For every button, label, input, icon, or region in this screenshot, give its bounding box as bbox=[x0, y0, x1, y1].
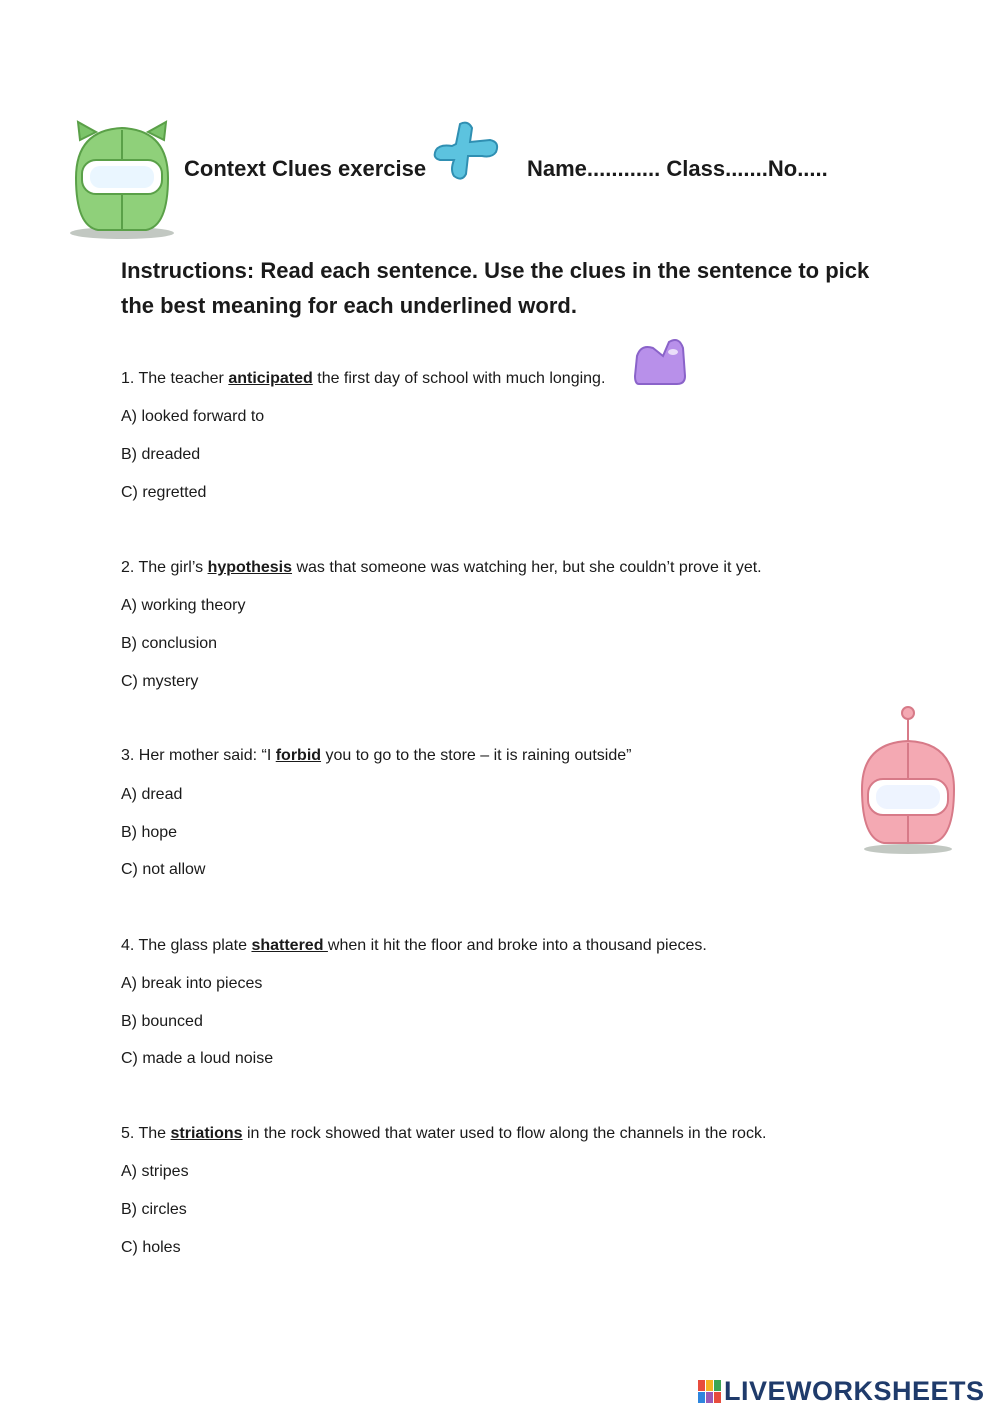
option[interactable]: A) looked forward to bbox=[121, 408, 265, 425]
option[interactable]: A) working theory bbox=[121, 597, 246, 614]
underlined-word: hypothesis bbox=[207, 559, 293, 576]
option[interactable]: B) bounced bbox=[121, 1013, 203, 1030]
option[interactable]: C) made a loud noise bbox=[121, 1050, 274, 1067]
question-5: 5. The striations in the rock showed that water used to flow along the channels in the rock. bbox=[121, 1125, 767, 1142]
instructions: Instructions: Read each sentence. Use the clues in the sentence to pick the best meaning for each underlined word. bbox=[121, 258, 870, 318]
question-2: 2. The girl’s hypothesis was that someone was watching her, but she couldn’t prove it yet. bbox=[121, 559, 762, 576]
option[interactable]: B) hope bbox=[121, 824, 178, 841]
option[interactable]: A) break into pieces bbox=[121, 975, 263, 992]
underlined-word: shattered bbox=[251, 937, 328, 954]
name-class-field: Name............ Class.......No..... bbox=[527, 156, 828, 181]
worksheet-title: Context Clues exercise bbox=[184, 156, 427, 181]
option[interactable]: C) mystery bbox=[121, 673, 199, 690]
option[interactable]: B) dreaded bbox=[121, 446, 201, 463]
option[interactable]: C) not allow bbox=[121, 861, 206, 878]
option[interactable]: B) conclusion bbox=[121, 635, 218, 652]
green-cat-character-icon bbox=[66, 118, 178, 242]
option[interactable]: C) regretted bbox=[121, 484, 207, 501]
pink-robot-character-icon bbox=[856, 703, 962, 855]
liveworksheets-logo-icon bbox=[698, 1380, 722, 1404]
underlined-word: anticipated bbox=[228, 370, 313, 387]
option[interactable]: A) dread bbox=[121, 786, 183, 803]
question-1: 1. The teacher anticipated the first day of school with much longing. bbox=[121, 370, 606, 387]
underlined-word: forbid bbox=[275, 747, 322, 764]
question-3: 3. Her mother said: “I forbid you to go to the store – it is raining outside” bbox=[121, 747, 632, 764]
underlined-word: striations bbox=[170, 1125, 243, 1142]
option[interactable]: C) holes bbox=[121, 1239, 181, 1256]
brand-name: LIVEWORKSHEETS bbox=[724, 1376, 985, 1406]
purple-heart-icon bbox=[633, 336, 687, 388]
option[interactable]: B) circles bbox=[121, 1201, 187, 1218]
question-4: 4. The glass plate shattered when it hit the floor and broke into a thousand pieces. bbox=[121, 937, 707, 954]
blue-plus-icon bbox=[432, 120, 500, 182]
option[interactable]: A) stripes bbox=[121, 1163, 189, 1180]
